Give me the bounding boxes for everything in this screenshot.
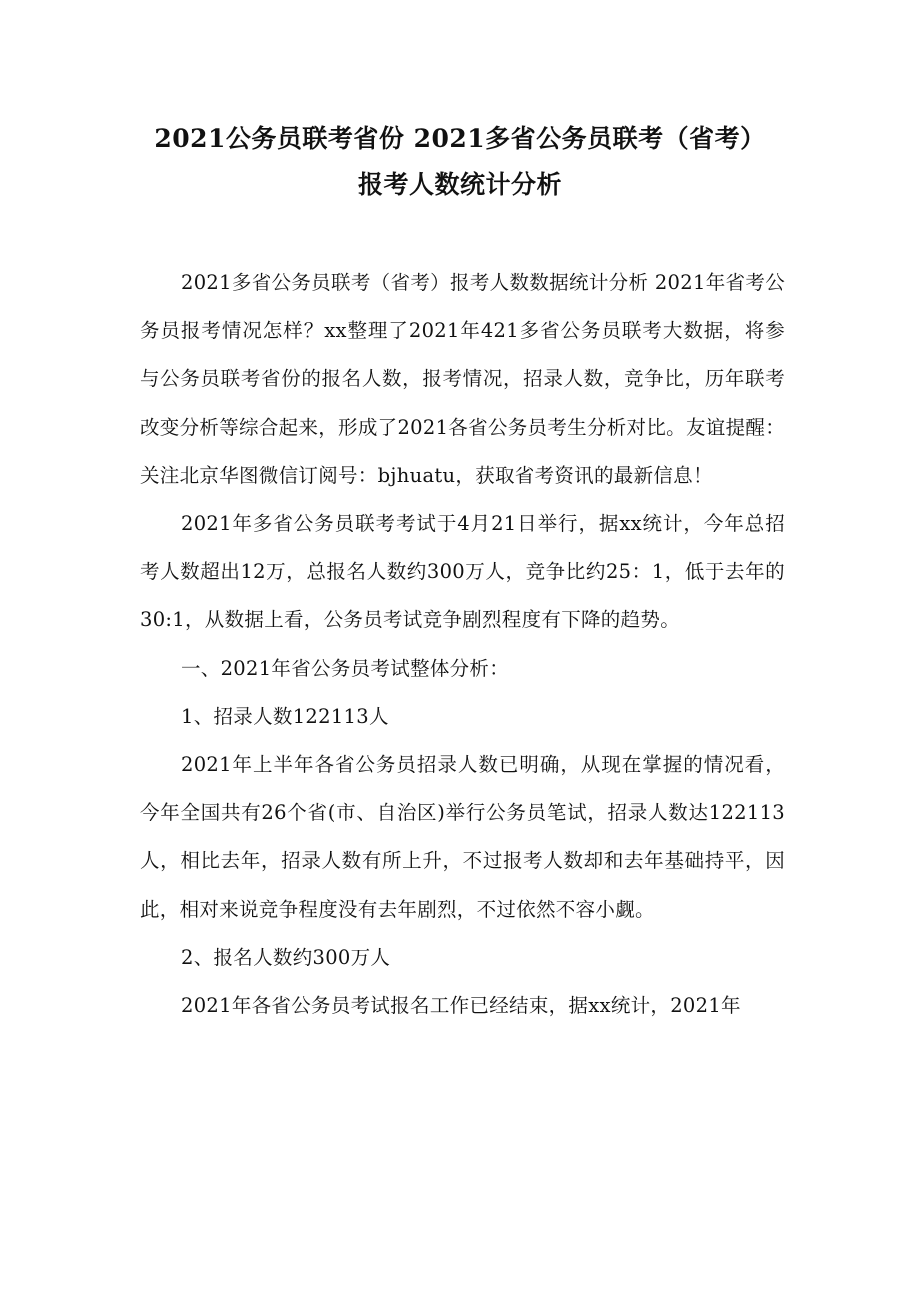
paragraph-applicants: 2021年各省公务员考试报名工作已经结束，据xx统计，2021年 xyxy=(181,994,741,1018)
paragraph-intro: 2021多省公务员联考（省考）报考人数数据统计分析 2021年省考公务员报考情况怎样？xx整理了2021年421多省公务员联考大数据，将参与公务员联考省份的报名人数，报考情况，招录人数，竞争比，历年联考改变分析等综合起来，形成了2021各省公务员考生分析对比。友谊提醒：关注北京华图微信订阅号：bjhuatu，获取省考资讯的最新信息！ xyxy=(140,271,785,487)
section-heading-1: 一、2021年省公务员考试整体分析： xyxy=(181,656,510,680)
paragraph-exam-overview: 2021年多省公务员联考考试于4月21日举行，据xx统计，今年总招考人数超出12万，总报名人数约300万人，竞争比约25：1，低于去年的30:1，从数据上看，公务员考试竞争剧烈程度有下降的趋势。 xyxy=(140,512,785,632)
subheading-recruitment: 1、招录人数122113人 xyxy=(181,704,389,728)
paragraph-recruitment: 2021年上半年各省公务员招录人数已明确，从现在掌握的情况看，今年全国共有26个省(市、自治区)举行公务员笔试，招录人数达122113人，相比去年，招录人数有所上升，不过报考人数却和去年基础持平，因此，相对来说竞争程度没有去年剧烈，不过依然不容小觑。 xyxy=(140,753,785,921)
title-line-1: 2021公务员联考省份 2021多省公务员联考（省考） xyxy=(154,124,766,153)
subheading-applicants: 2、报名人数约300万人 xyxy=(181,945,391,969)
title-line-2: 报考人数统计分析 xyxy=(357,170,562,199)
document-title xyxy=(0,116,920,208)
document-body xyxy=(140,259,785,1030)
